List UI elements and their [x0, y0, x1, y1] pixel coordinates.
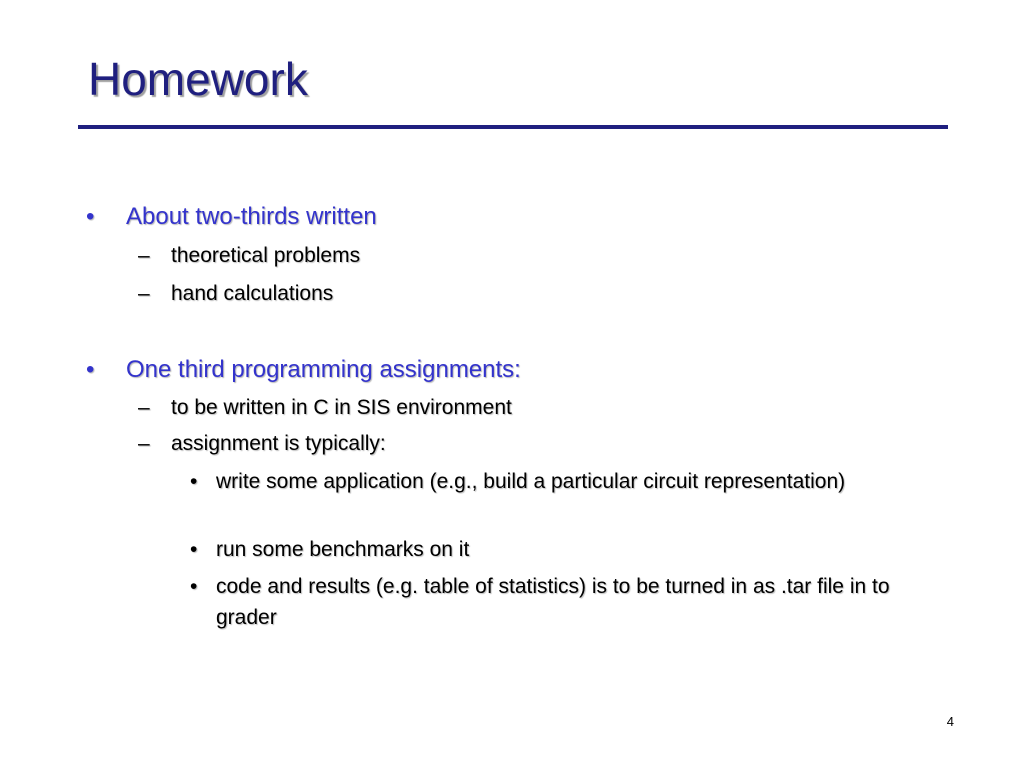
sub-sub-bullet-benchmarks — [190, 534, 920, 565]
page-number: 4 — [946, 714, 954, 729]
sub-sub-bullet-text: write some application (e.g., build a particular circuit representation) — [216, 470, 846, 493]
sub-bullet-text: theoretical problems — [171, 244, 361, 267]
bullet-marker: • — [190, 575, 198, 598]
sub-bullet-text: hand calculations — [171, 282, 334, 305]
bullet-text: One third programming assignments: — [126, 356, 521, 383]
sub-sub-bullet-text: run some benchmarks on it — [216, 538, 470, 561]
bullet-item-programming — [86, 355, 521, 385]
sub-bullet-hand-calc — [138, 280, 333, 308]
dash-marker: – — [138, 244, 150, 267]
title-divider — [78, 125, 948, 129]
slide-title: Homework — [88, 53, 308, 105]
bullet-marker: • — [86, 356, 95, 383]
sub-bullet-assignment-typically — [138, 430, 386, 458]
sub-sub-bullet-application — [190, 466, 920, 497]
bullet-marker: • — [190, 470, 198, 493]
bullet-text: About two-thirds written — [126, 203, 377, 230]
dash-marker: – — [138, 432, 150, 455]
sub-bullet-written-in-c — [138, 394, 512, 422]
sub-bullet-text: assignment is typically: — [171, 432, 386, 455]
dash-marker: – — [138, 282, 150, 305]
bullet-item-written — [86, 202, 377, 232]
bullet-marker: • — [86, 203, 95, 230]
sub-bullet-text: to be written in C in SIS environment — [171, 396, 512, 419]
bullet-marker: • — [190, 538, 198, 561]
sub-bullet-theoretical — [138, 242, 360, 270]
sub-sub-bullet-code-results — [190, 571, 920, 633]
sub-sub-bullet-text: code and results (e.g. table of statistics) is to be turned in as .tar file in to grader — [216, 575, 890, 629]
dash-marker: – — [138, 396, 150, 419]
